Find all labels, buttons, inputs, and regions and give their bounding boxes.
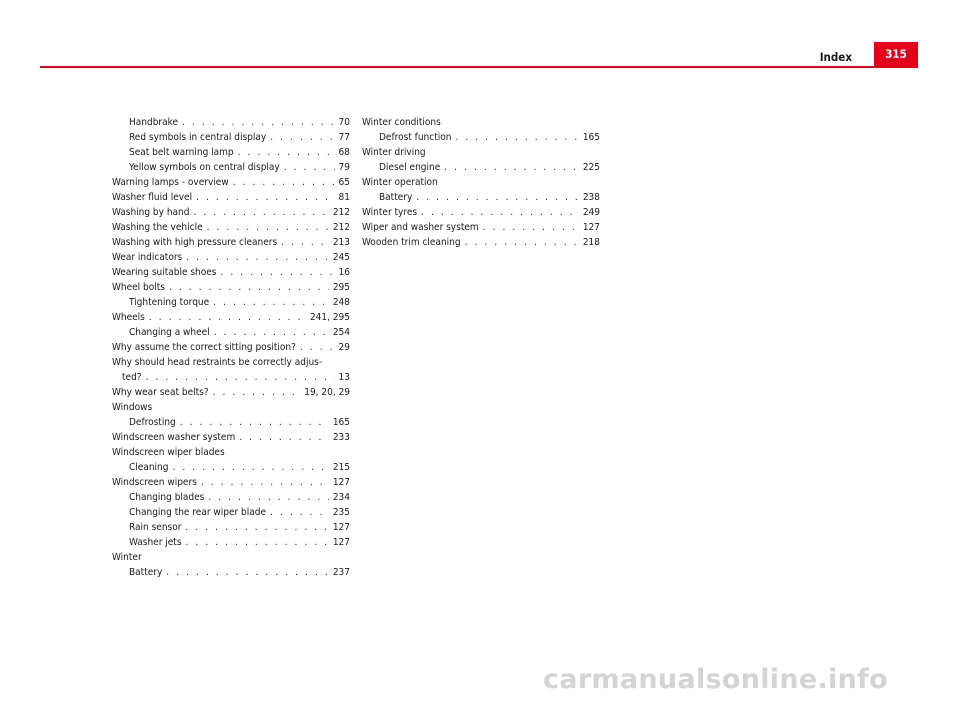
dot-leader xyxy=(483,220,579,235)
page-reference: 248 xyxy=(332,297,350,308)
page-reference: 238 xyxy=(582,192,600,203)
index-entry xyxy=(112,430,350,445)
index-entry xyxy=(112,145,350,160)
index-subentry xyxy=(112,130,350,145)
index-term: Changing the rear wiper blade xyxy=(129,507,267,518)
index-entry xyxy=(112,265,350,280)
index-term: Why wear seat belts? xyxy=(112,387,209,398)
index-entry xyxy=(112,550,350,580)
index-entry xyxy=(112,310,350,340)
index-subentry xyxy=(112,505,350,520)
index-term: Windscreen wiper blades xyxy=(112,447,225,458)
dot-leader xyxy=(421,205,579,220)
index-column-left xyxy=(112,115,350,580)
dot-leader xyxy=(172,460,328,475)
index-line xyxy=(362,220,600,235)
index-line xyxy=(362,175,600,190)
index-term: Winter operation xyxy=(362,177,438,188)
page-reference: 127 xyxy=(332,537,350,548)
index-entry xyxy=(112,475,350,550)
index-line xyxy=(112,445,350,460)
index-line xyxy=(112,310,350,325)
index-subentry xyxy=(112,565,350,580)
page-header xyxy=(0,0,960,80)
index-entry xyxy=(112,250,350,265)
index-term: Why assume the correct sitting position? xyxy=(112,342,296,353)
index-entry xyxy=(112,280,350,310)
index-line xyxy=(112,385,350,400)
dot-leader xyxy=(270,130,334,145)
index-line xyxy=(112,175,350,190)
page-reference: 13 xyxy=(338,372,350,383)
index-line xyxy=(362,235,600,250)
page-reference: 212 xyxy=(332,207,350,218)
index-line xyxy=(362,145,600,160)
index-term: Wearing suitable shoes xyxy=(112,267,217,278)
index-subentry xyxy=(112,520,350,535)
index-term: Wiper and washer system xyxy=(362,222,479,233)
index-term: Windscreen washer system xyxy=(112,432,236,443)
index-line xyxy=(362,205,600,220)
index-term: Defrost function xyxy=(379,132,452,143)
index-term: Rain sensor xyxy=(129,522,182,533)
page-reference: 65 xyxy=(338,177,350,188)
index-term: Washing with high pressure cleaners xyxy=(112,237,278,248)
index-term: Cleaning xyxy=(129,462,169,473)
index-entry xyxy=(112,220,350,235)
index-term: Washer jets xyxy=(129,537,182,548)
page-reference: 218 xyxy=(582,237,600,248)
page-reference: 249 xyxy=(582,207,600,218)
index-entry xyxy=(362,175,600,205)
index-term: Red symbols in central display xyxy=(129,132,267,143)
dot-leader xyxy=(455,130,578,145)
index-line xyxy=(112,430,350,445)
index-subentry xyxy=(362,130,600,145)
index-subentry xyxy=(112,160,350,175)
page-reference: 127 xyxy=(332,477,350,488)
section-title: Index xyxy=(819,50,852,64)
page-reference: 79 xyxy=(338,162,350,173)
page-reference: 233 xyxy=(332,432,350,443)
page-reference: 212 xyxy=(332,222,350,233)
dot-leader xyxy=(220,265,334,280)
dot-leader xyxy=(270,505,329,520)
index-subentry xyxy=(362,190,600,205)
index-entry xyxy=(362,115,600,145)
index-term: Warning lamps - overview xyxy=(112,177,229,188)
page-reference: 235 xyxy=(332,507,350,518)
dot-leader xyxy=(169,280,329,295)
dot-leader xyxy=(166,565,329,580)
index-term: Battery xyxy=(129,567,163,578)
index-subentry xyxy=(112,460,350,475)
index-term: Changing a wheel xyxy=(129,327,210,338)
header-rule xyxy=(40,66,918,68)
index-entry xyxy=(362,205,600,220)
page-reference: 68 xyxy=(338,147,350,158)
index-entry xyxy=(112,160,350,175)
dot-leader xyxy=(300,340,335,355)
dot-leader xyxy=(207,220,329,235)
index-term: Wooden trim cleaning xyxy=(362,237,461,248)
dot-leader xyxy=(213,295,329,310)
dot-leader xyxy=(201,475,329,490)
index-subentry xyxy=(112,145,350,160)
index-subentry xyxy=(112,415,350,430)
dot-leader xyxy=(196,190,334,205)
index-line xyxy=(112,475,350,490)
page-reference: 29 xyxy=(338,342,350,353)
index-term: Wheels xyxy=(112,312,145,323)
index-term: Wheel bolts xyxy=(112,282,165,293)
page-reference: 16 xyxy=(338,267,350,278)
index-term: Tightening torque xyxy=(129,297,210,308)
index-entry xyxy=(112,385,350,400)
index-entry xyxy=(362,220,600,235)
dot-leader xyxy=(416,190,579,205)
dot-leader xyxy=(284,160,335,175)
page-number: 315 xyxy=(885,47,907,61)
index-entry xyxy=(112,445,350,475)
index-term: Winter conditions xyxy=(362,117,441,128)
page-reference: 254 xyxy=(332,327,350,338)
page-reference: 234 xyxy=(332,492,350,503)
page-reference: 295 xyxy=(332,282,350,293)
index-entry xyxy=(112,130,350,145)
index-term: Diesel engine xyxy=(379,162,441,173)
index-entry xyxy=(362,235,600,250)
index-term: Battery xyxy=(379,192,413,203)
index-entry xyxy=(112,190,350,205)
dot-leader xyxy=(186,535,329,550)
index-term: Windows xyxy=(112,402,153,413)
dot-leader xyxy=(233,175,335,190)
index-line xyxy=(112,370,350,385)
page-reference: 127 xyxy=(332,522,350,533)
page-reference: 81 xyxy=(338,192,350,203)
index-term: Washing by hand xyxy=(112,207,190,218)
index-line xyxy=(112,400,350,415)
index-term: Handbrake xyxy=(129,117,179,128)
dot-leader xyxy=(444,160,579,175)
index-term: Winter xyxy=(112,552,142,563)
dot-leader xyxy=(186,250,329,265)
index-line xyxy=(112,355,350,370)
index-term: Winter driving xyxy=(362,147,426,158)
index-term: Windscreen wipers xyxy=(112,477,197,488)
index-entry xyxy=(362,145,600,175)
index-subentry xyxy=(112,490,350,505)
dot-leader xyxy=(182,115,335,130)
index-line xyxy=(112,250,350,265)
index-subentry xyxy=(112,295,350,310)
index-line xyxy=(112,265,350,280)
dot-leader xyxy=(149,310,306,325)
index-subentry xyxy=(362,160,600,175)
index-line xyxy=(112,190,350,205)
dot-leader xyxy=(214,325,329,340)
index-term: Wear indicators xyxy=(112,252,183,263)
dot-leader xyxy=(239,430,329,445)
page-reference: 215 xyxy=(332,462,350,473)
index-line xyxy=(112,220,350,235)
index-line xyxy=(112,235,350,250)
page-reference: 213 xyxy=(332,237,350,248)
index-subentry xyxy=(112,115,350,130)
page-reference: 165 xyxy=(332,417,350,428)
index-subentry xyxy=(112,325,350,340)
page-reference: 245 xyxy=(332,252,350,263)
dot-leader xyxy=(193,205,328,220)
index-line xyxy=(112,205,350,220)
page-reference: 165 xyxy=(582,132,600,143)
page-reference: 237 xyxy=(332,567,350,578)
index-term: ted? xyxy=(122,372,142,383)
index-term: Defrosting xyxy=(129,417,176,428)
page-reference: 225 xyxy=(582,162,600,173)
page-number-badge xyxy=(874,42,918,67)
index-term: Washing the vehicle xyxy=(112,222,203,233)
index-term: Why should head restraints be correctly adjus- xyxy=(112,357,323,368)
index-entry xyxy=(112,205,350,220)
dot-leader xyxy=(238,145,335,160)
dot-leader xyxy=(146,370,335,385)
index-line xyxy=(112,280,350,295)
index-line xyxy=(112,340,350,355)
index-term: Changing blades xyxy=(129,492,205,503)
page-reference: 19, 20, 29 xyxy=(304,387,350,398)
dot-leader xyxy=(281,235,329,250)
page-reference: 127 xyxy=(582,222,600,233)
index-entry xyxy=(112,235,350,250)
dot-leader xyxy=(465,235,579,250)
page-reference: 241, 295 xyxy=(309,312,350,323)
index-entry xyxy=(112,400,350,430)
dot-leader xyxy=(213,385,301,400)
dot-leader xyxy=(208,490,328,505)
index-entry xyxy=(112,355,350,385)
index-line xyxy=(362,115,600,130)
index-term: Yellow symbols on central display xyxy=(129,162,280,173)
dot-leader xyxy=(180,415,329,430)
index-entry xyxy=(112,175,350,190)
index-entry xyxy=(112,340,350,355)
index-term: Winter tyres xyxy=(362,207,418,218)
page-reference: 70 xyxy=(338,117,350,128)
index-line xyxy=(112,550,350,565)
watermark-text: carmanualsonline.info xyxy=(543,664,889,695)
dot-leader xyxy=(185,520,328,535)
index-entry xyxy=(112,115,350,130)
page-reference: 77 xyxy=(338,132,350,143)
index-subentry xyxy=(112,535,350,550)
index-term: Washer fluid level xyxy=(112,192,193,203)
index-column-right xyxy=(362,115,600,250)
index-term: Seat belt warning lamp xyxy=(129,147,234,158)
